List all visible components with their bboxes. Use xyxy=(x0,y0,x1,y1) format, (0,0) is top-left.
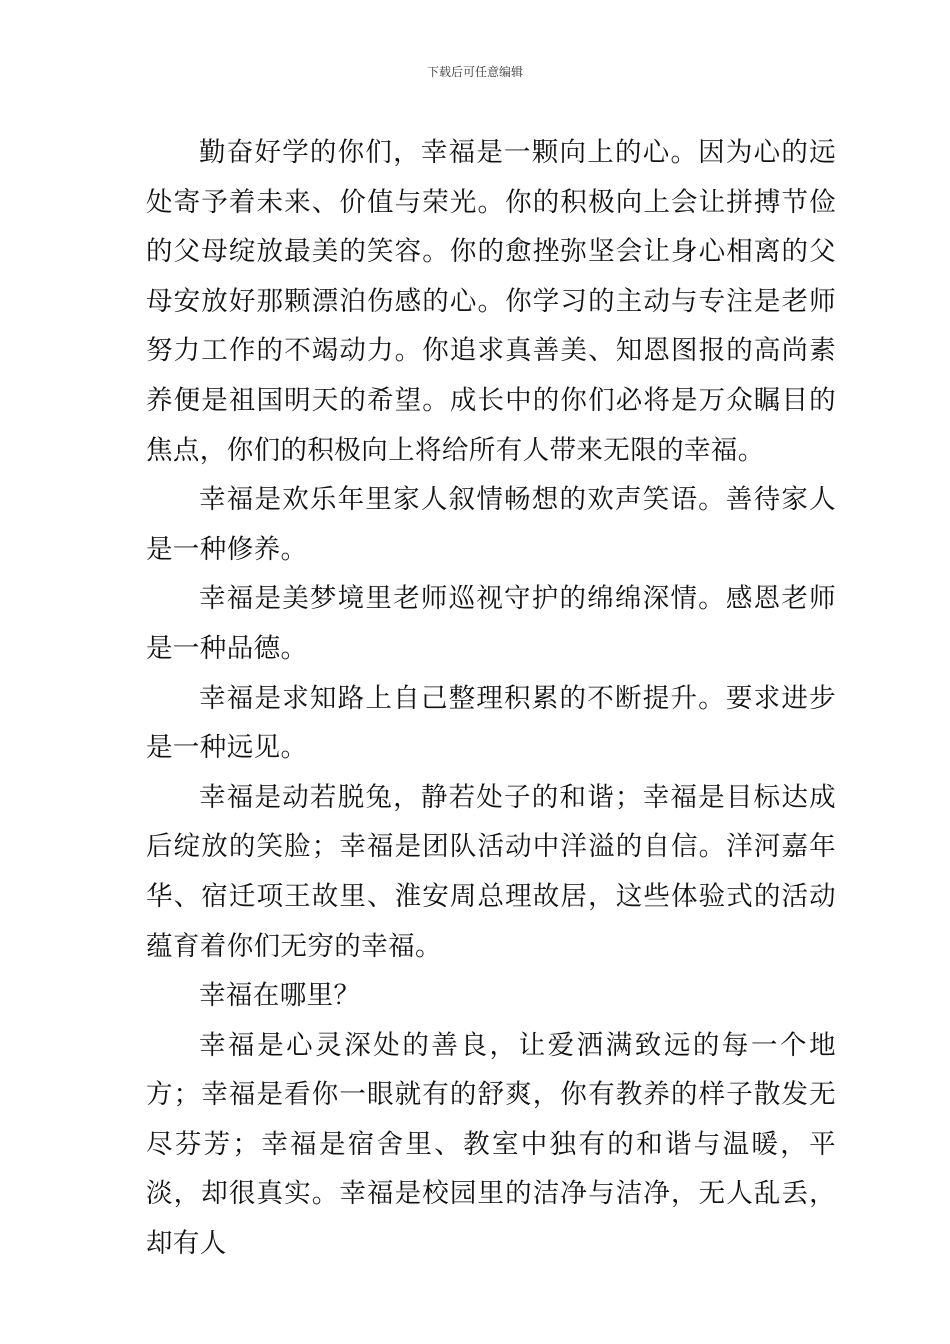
page-header: 下载后可任意编辑 xyxy=(426,65,523,79)
paragraph: 幸福在哪里？ xyxy=(199,980,361,1012)
document-body xyxy=(146,128,836,1269)
paragraph: 勤奋好学的你们，幸福是一颗向上的心。因为心的远处寄予着未来、价值与荣光。你的积极向上会让拼搏节俭的父母绽放最美的笑容。你的愈挫弥坚会让身心相离的父母安放好那颗漂泊伤感的心。你学习的主动与专注是老师努力工作的不竭动力。你追求真善美、知恩图报的高尚素养便是祖国明天的希望。成长中的你们必将是万众瞩目的焦点，你们的积极向上将给所有人带来无限的幸福。 xyxy=(146,137,836,466)
paragraph: 幸福是美梦境里老师巡视守护的绵绵深情。感恩老师是一种品德。 xyxy=(146,583,836,664)
paragraph: 幸福是动若脱兔，静若处子的和谐；幸福是目标达成后绽放的笑脸；幸福是团队活动中洋溢的自信。洋河嘉年华、宿迁项王故里、淮安周总理故居，这些体验式的活动蕴育着你们无穷的幸福。 xyxy=(146,781,836,962)
paragraph: 幸福是求知路上自己整理积累的不断提升。要求进步是一种远见。 xyxy=(146,682,836,764)
paragraph: 幸福是心灵深处的善良，让爱洒满致远的每一个地方；幸福是看你一眼就有的舒爽，你有教养的样子散发无尽芬芳；幸福是宿舍里、教室中独有的和谐与温暖，平淡，却很真实。幸福是校园里的洁净与洁净，无人乱丢，却有人 xyxy=(146,1029,836,1260)
paragraph: 幸福是欢乐年里家人叙情畅想的欢声笑语。善待家人是一种修养。 xyxy=(146,484,836,565)
